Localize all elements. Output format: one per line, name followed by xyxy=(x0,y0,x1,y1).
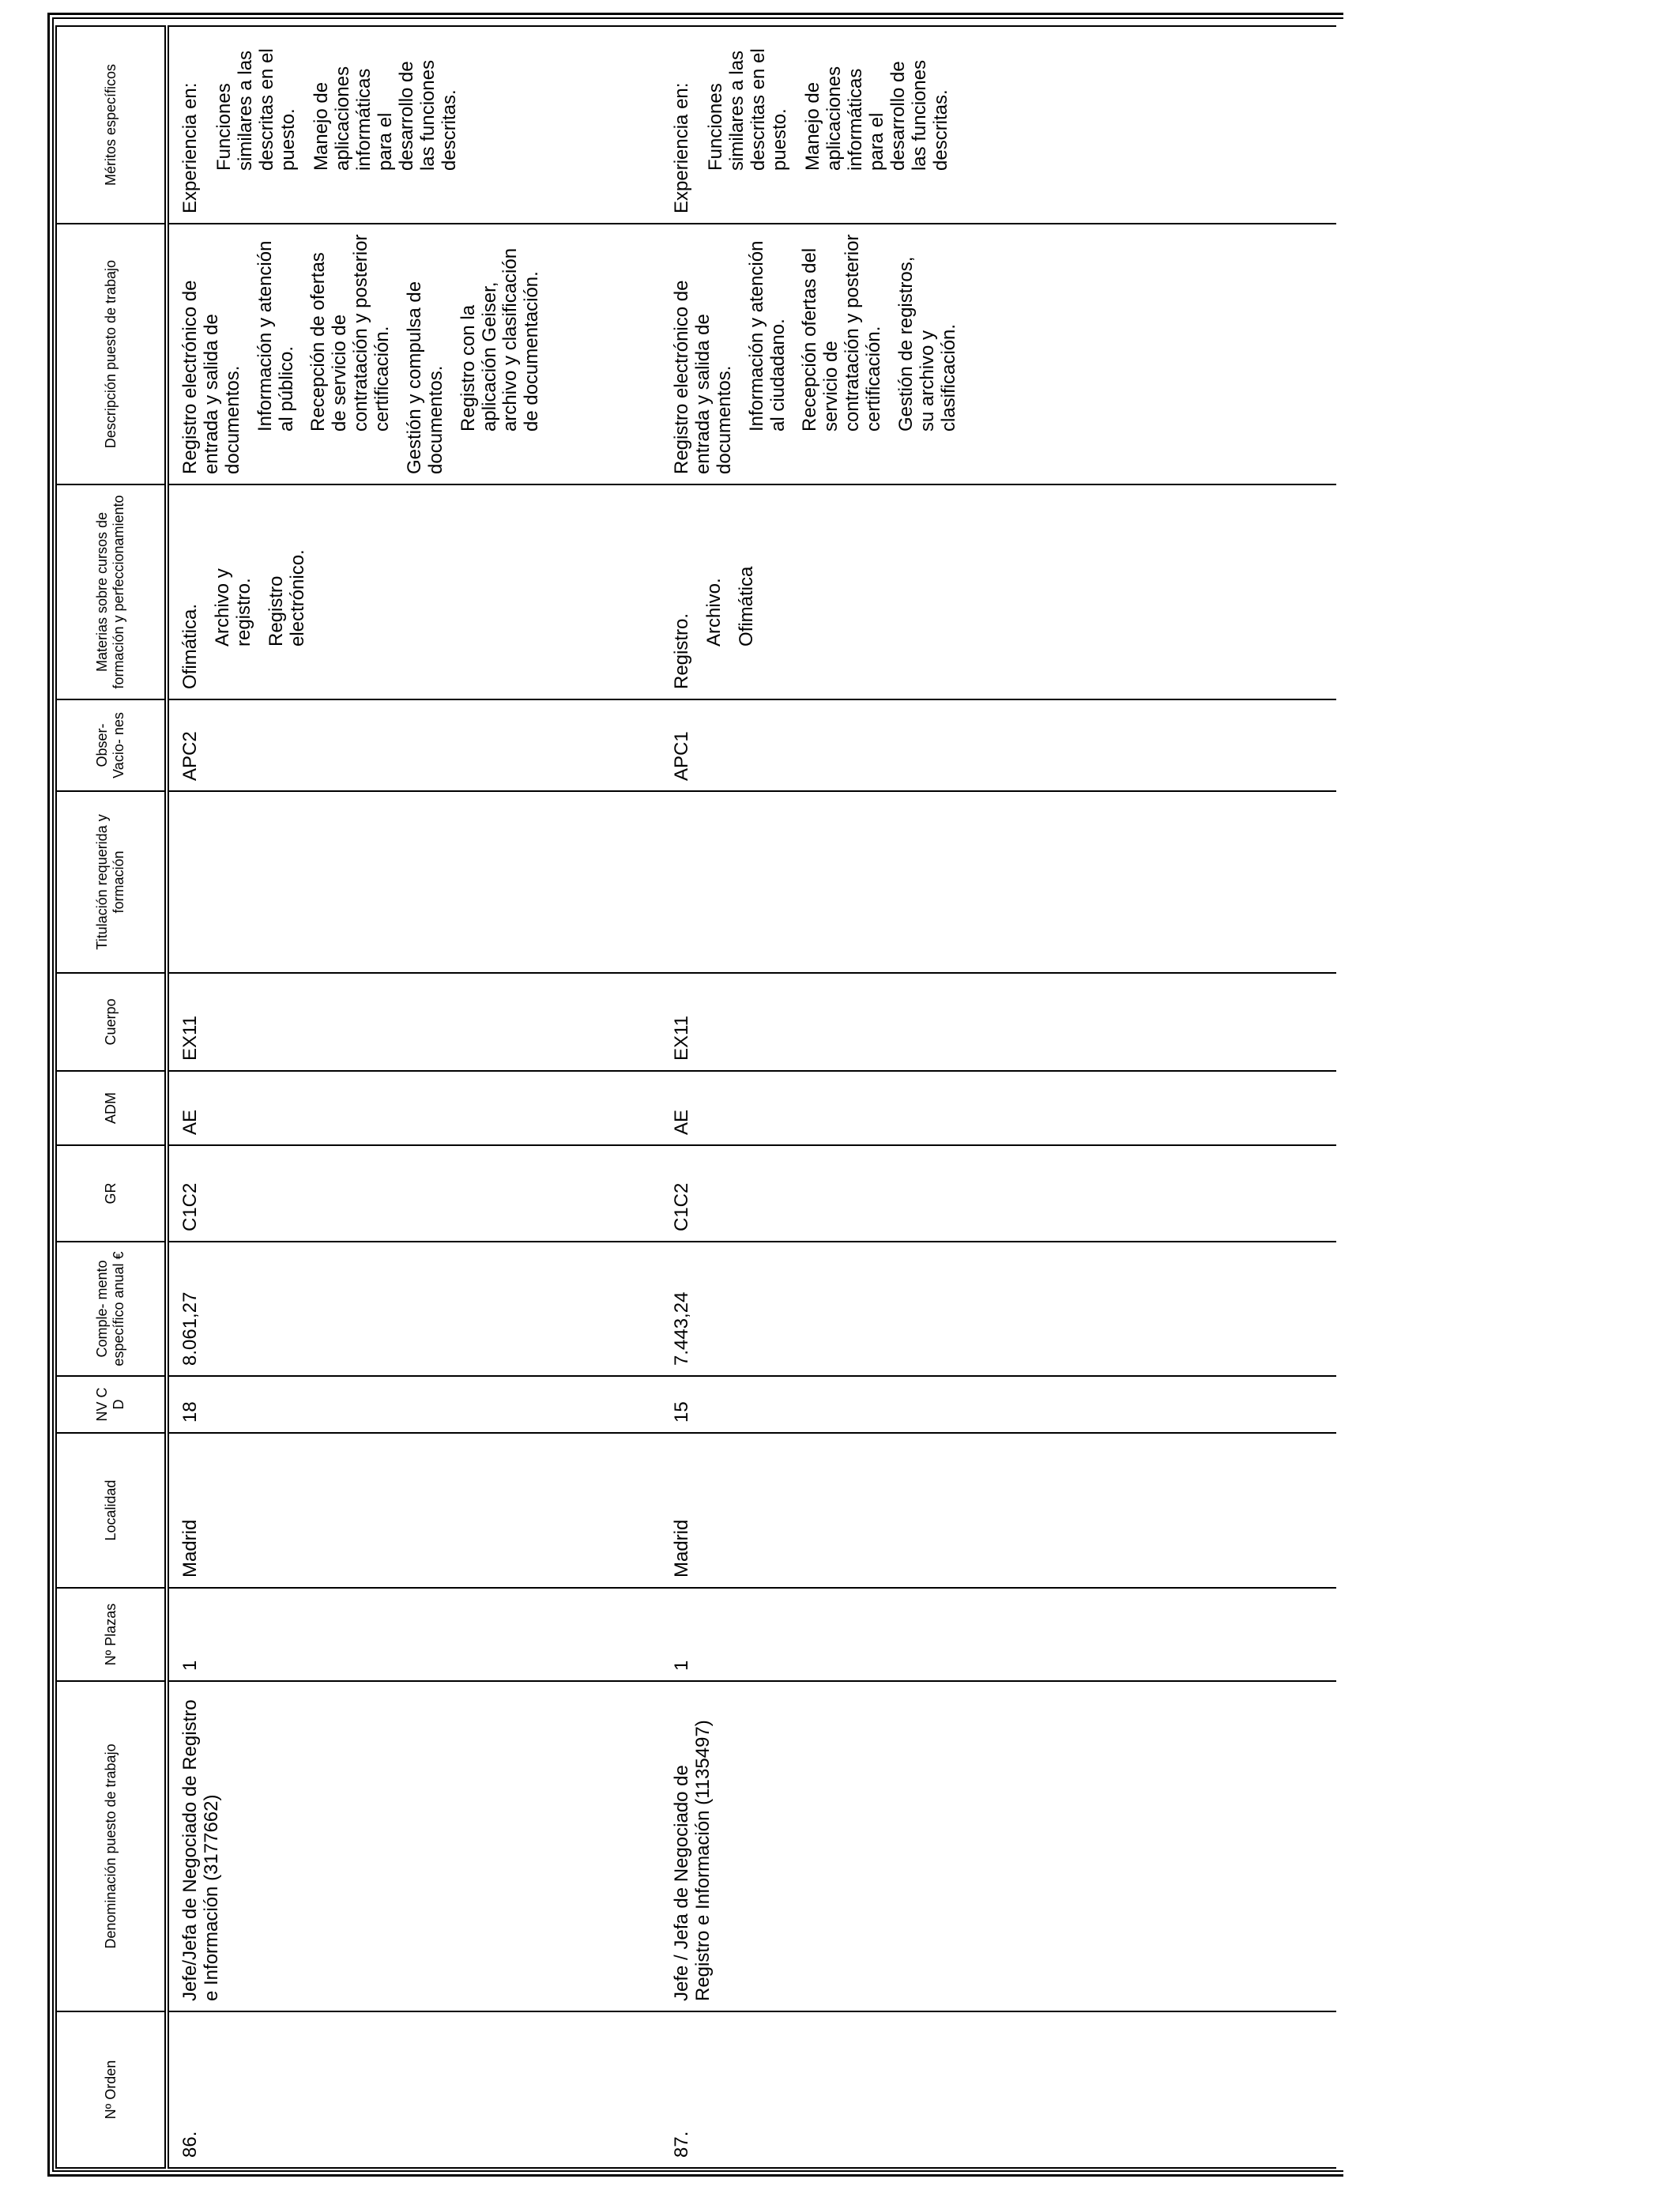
cell-descripcion xyxy=(167,224,661,484)
descripcion-item: Registro electrónico de entrada y salida de documentos. xyxy=(179,280,243,474)
cell-adm: AE xyxy=(661,1071,1336,1145)
header-titulacion: Titulación requerida y formación xyxy=(56,791,167,973)
header-complemento: Comple- mento específico anual € xyxy=(56,1242,167,1376)
header-nvcd: NV C D xyxy=(56,1376,167,1433)
descripcion-item: Información y atención al público. xyxy=(254,240,297,432)
rotated-table-container xyxy=(55,27,1335,2169)
merito-item: Funciones similares a las descritas en el puesto. xyxy=(213,48,299,171)
descripcion-item: Registro con la aplicación Geiser, archivo y clasificación de documentación. xyxy=(457,247,543,432)
descripcion-item: Registro electrónico de entrada y salida de documentos. xyxy=(671,280,735,474)
merito-item: Experiencia en: xyxy=(179,82,201,213)
header-orden: Nº Orden xyxy=(56,2011,167,2168)
cell-materias xyxy=(167,484,661,699)
cell-materias xyxy=(661,484,1336,699)
header-descripcion: Descripción puesto de trabajo xyxy=(56,224,167,484)
cell-complemento: 8.061,27 xyxy=(167,1242,661,1376)
cell-titulacion xyxy=(661,791,1336,973)
header-gr: GR xyxy=(56,1145,167,1242)
cell-adm: AE xyxy=(167,1071,661,1145)
table-row xyxy=(661,26,1336,2168)
cell-orden: 87. xyxy=(661,2011,1336,2168)
cell-gr: C1C2 xyxy=(167,1145,661,1242)
cell-descripcion xyxy=(661,224,1336,484)
merito-item: Manejo de aplicaciones informáticas para el desarrollo de las funciones descritas. xyxy=(311,59,460,171)
descripcion-item: Recepción ofertas del servicio de contratación y posterior certificación. xyxy=(799,234,884,432)
descripcion-item: Información y atención al ciudadano. xyxy=(745,240,789,432)
materia-item: Archivo y registro. xyxy=(211,568,254,647)
cell-plazas: 1 xyxy=(661,1588,1336,1681)
cell-cuerpo: EX11 xyxy=(167,973,661,1071)
materia-item: Archivo. xyxy=(703,578,725,647)
header-materias: Materias sobre cursos de formación y perfeccionamiento xyxy=(56,484,167,699)
cell-denominacion: Jefe / Jefa de Negociado de Registro e Información (1135497) xyxy=(661,1681,1336,2011)
merito-item: Funciones similares a las descritas en el puesto. xyxy=(704,48,790,171)
descripcion-item: Gestión de registros, su archivo y clasificación. xyxy=(895,256,959,432)
header-localidad: Localidad xyxy=(56,1433,167,1588)
cell-nvcd: 18 xyxy=(167,1376,661,1433)
header-row xyxy=(56,26,167,2168)
header-observaciones: Obser- Vacio- nes xyxy=(56,699,167,791)
table-row xyxy=(167,26,661,2168)
cell-nvcd: 15 xyxy=(661,1376,1336,1433)
cell-denominacion: Jefe/Jefa de Negociado de Registro e Información (3177662) xyxy=(167,1681,661,2011)
cell-meritos xyxy=(167,26,661,224)
cell-plazas: 1 xyxy=(167,1588,661,1681)
cell-cuerpo: EX11 xyxy=(661,973,1336,1071)
cell-orden: 86. xyxy=(167,2011,661,2168)
header-meritos: Méritos específicos xyxy=(56,26,167,224)
job-positions-table xyxy=(55,25,1336,2169)
cell-observaciones: APC1 xyxy=(661,699,1336,791)
header-cuerpo: Cuerpo xyxy=(56,973,167,1071)
descripcion-item: Gestión y compulsa de documentos. xyxy=(403,281,446,474)
descripcion-item: Recepción de ofertas de servicio de contratación y posterior certificación. xyxy=(307,234,393,432)
header-adm: ADM xyxy=(56,1071,167,1145)
cell-localidad: Madrid xyxy=(167,1433,661,1588)
cell-gr: C1C2 xyxy=(661,1145,1336,1242)
cell-titulacion xyxy=(167,791,661,973)
materia-item: Registro. xyxy=(671,613,692,689)
merito-item: Experiencia en: xyxy=(671,82,692,213)
header-denominacion: Denominación puesto de trabajo xyxy=(56,1681,167,2011)
cell-localidad: Madrid xyxy=(661,1433,1336,1588)
cell-meritos xyxy=(661,26,1336,224)
cell-observaciones: APC2 xyxy=(167,699,661,791)
materia-item: Ofimática xyxy=(735,566,757,647)
merito-item: Manejo de aplicaciones informáticas para el desarrollo de las funciones descritas. xyxy=(802,59,951,171)
header-plazas: Nº Plazas xyxy=(56,1588,167,1681)
cell-complemento: 7.443,24 xyxy=(661,1242,1336,1376)
materia-item: Registro electrónico. xyxy=(265,549,308,647)
materia-item: Ofimática. xyxy=(179,603,201,689)
